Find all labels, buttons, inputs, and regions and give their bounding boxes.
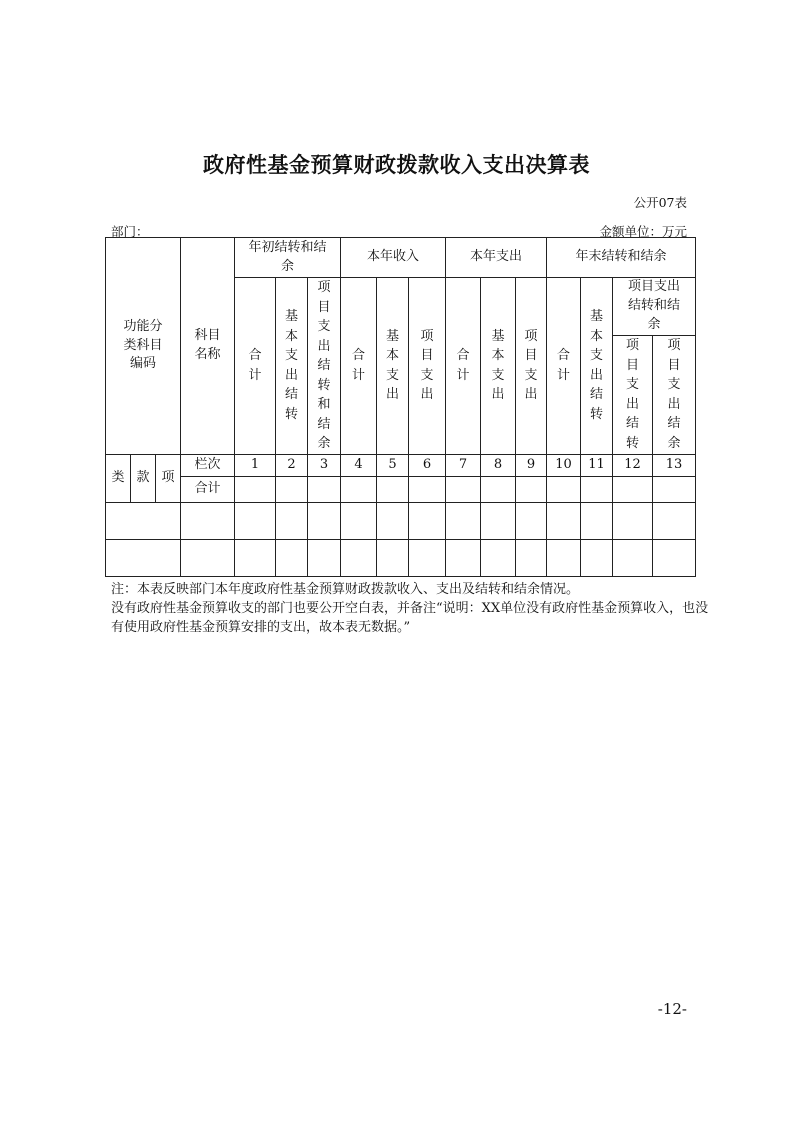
table-cell <box>276 502 308 539</box>
department-label: 部门： <box>111 224 149 239</box>
table-cell <box>235 476 276 502</box>
table-cell <box>276 539 308 576</box>
column-number: 3 <box>308 454 341 476</box>
header-xiang: 项 <box>161 469 175 485</box>
table-cell <box>581 502 613 539</box>
header-income-project: 项目支出 <box>409 278 446 455</box>
budget-table <box>105 237 696 577</box>
note-line: 没有政府性基金预算收支的部门也要公开空白表，并备注“说明：XX单位没有政府性基金预算收入，也没有使用政府性基金预算安排的支出，故本表无数据。” <box>111 601 709 635</box>
table-cell <box>581 476 613 502</box>
header-kuan: 款 <box>131 455 156 502</box>
table-cell <box>409 539 446 576</box>
header-subject-name: 科目名称 <box>181 238 235 455</box>
table-row <box>106 539 696 576</box>
header-end-project-group: 项目支出结转和结余 <box>613 278 696 336</box>
table-cell <box>308 502 341 539</box>
column-number: 5 <box>377 454 409 476</box>
column-number: 10 <box>547 454 581 476</box>
note-line: 注：本表反映部门本年度政府性基金预算财政拨款收入、支出及结转和结余情况。 <box>111 582 580 597</box>
table-cell <box>446 476 481 502</box>
header-group-expense: 本年支出 <box>446 238 547 278</box>
table-cell <box>446 502 481 539</box>
table-cell <box>547 476 581 502</box>
header-income-basic: 基本支出 <box>377 278 409 455</box>
table-cell <box>341 539 377 576</box>
header-end-project-balance: 项目支出结余 <box>653 335 696 454</box>
header-end-total: 合计 <box>547 278 581 455</box>
table-cell <box>481 502 516 539</box>
header-group-end: 年末结转和结余 <box>547 238 696 278</box>
header-income-total: 合计 <box>341 278 377 455</box>
column-number: 8 <box>481 454 516 476</box>
header-begin-project: 项目支出结转和结余 <box>308 278 341 455</box>
table-cell <box>377 539 409 576</box>
table-cell <box>409 502 446 539</box>
table-cell <box>106 539 181 576</box>
header-expense-project: 项目支出 <box>516 278 547 455</box>
table-cell <box>547 539 581 576</box>
table-cell <box>613 502 653 539</box>
header-lei: 类 <box>106 455 131 502</box>
header-begin-basic: 基本支出结转 <box>276 278 308 455</box>
table-cell <box>653 539 696 576</box>
table-number: 公开07表 <box>633 195 687 210</box>
header-group-begin: 年初结转和结余 <box>235 238 341 278</box>
table-cell <box>516 502 547 539</box>
page-title: 政府性基金预算财政拨款收入支出决算表 <box>203 153 590 177</box>
table-cell <box>341 502 377 539</box>
table-cell <box>547 502 581 539</box>
header-end-project-carry: 项目支出结转 <box>613 335 653 454</box>
table-cell <box>106 502 181 539</box>
column-number: 11 <box>581 454 613 476</box>
table-cell <box>516 476 547 502</box>
header-expense-basic: 基本支出 <box>481 278 516 455</box>
code-cells <box>106 454 181 502</box>
table-cell <box>613 539 653 576</box>
table-cell <box>409 476 446 502</box>
header-end-basic: 基本支出结转 <box>581 278 613 455</box>
table-cell <box>446 539 481 576</box>
table-cell <box>481 539 516 576</box>
header-func-code: 功能分类科目编码 <box>106 238 181 455</box>
table-cell <box>235 539 276 576</box>
table-cell <box>308 539 341 576</box>
table-cell <box>377 502 409 539</box>
row-label-total: 合计 <box>181 476 235 502</box>
amount-unit-label: 金额单位：万元 <box>599 224 687 239</box>
column-number: 12 <box>613 454 653 476</box>
header-group-income: 本年收入 <box>341 238 446 278</box>
table-cell <box>516 539 547 576</box>
header-begin-total: 合计 <box>235 278 276 455</box>
column-number: 7 <box>446 454 481 476</box>
table-cell <box>341 476 377 502</box>
table-cell <box>308 476 341 502</box>
table-cell <box>581 539 613 576</box>
table-cell <box>377 476 409 502</box>
table-cell <box>181 502 235 539</box>
column-number: 1 <box>235 454 276 476</box>
table-cell <box>613 476 653 502</box>
table-row <box>106 502 696 539</box>
table-cell <box>653 502 696 539</box>
notes <box>111 580 711 637</box>
column-number: 9 <box>516 454 547 476</box>
table-cell <box>181 539 235 576</box>
row-label-column-number: 栏次 <box>181 454 235 476</box>
column-number: 13 <box>653 454 696 476</box>
table-cell <box>276 476 308 502</box>
column-number: 6 <box>409 454 446 476</box>
page-number: -12- <box>657 1000 687 1018</box>
column-number: 4 <box>341 454 377 476</box>
table-cell <box>235 502 276 539</box>
header-expense-total: 合计 <box>446 278 481 455</box>
table-cell <box>481 476 516 502</box>
table-cell <box>653 476 696 502</box>
column-number: 2 <box>276 454 308 476</box>
